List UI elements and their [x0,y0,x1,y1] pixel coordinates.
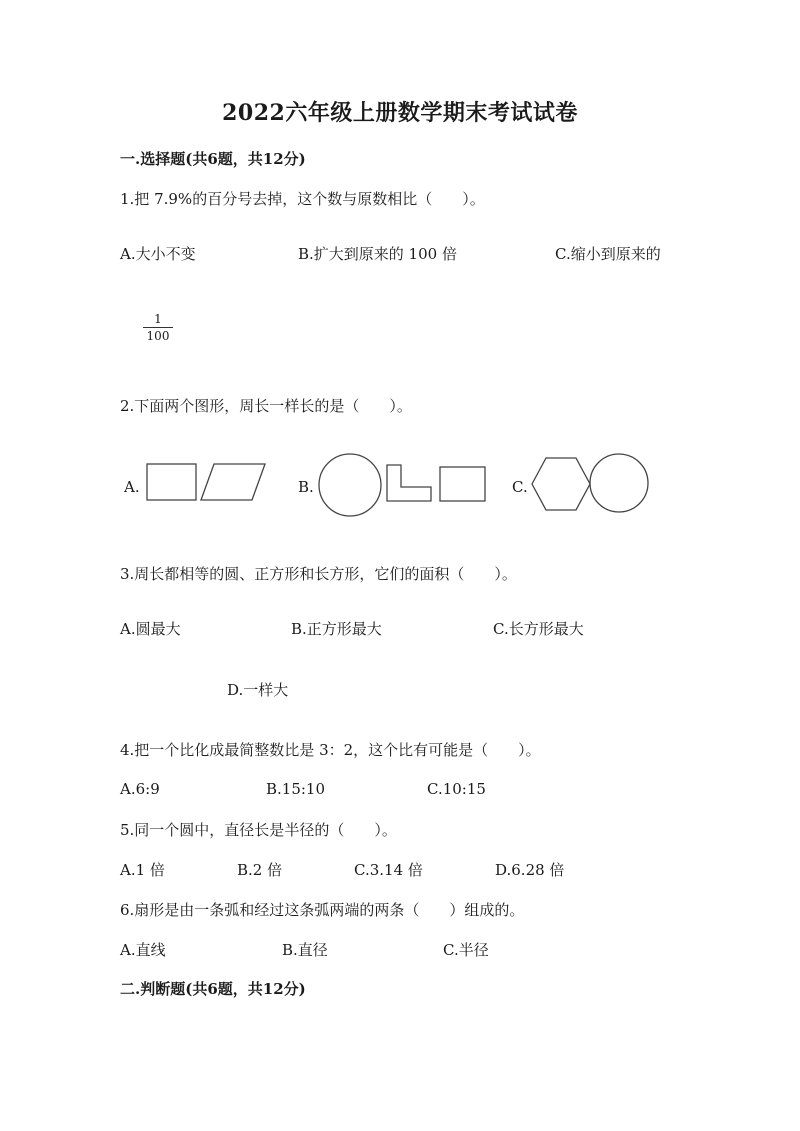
question-2-text: 2.下面两个图形，周长一样长的是（ ）。 [120,397,412,415]
question-2-option-a[interactable]: A. [124,478,140,496]
question-1-option-b[interactable]: B.扩大到原来的 100 倍 [298,245,457,263]
question-5-option-d[interactable]: D.6.28 倍 [495,861,565,879]
question-1-option-a[interactable]: A.大小不变 [120,245,196,263]
question-2-option-b[interactable]: B. [298,478,314,496]
question-3-option-a[interactable]: A.圆最大 [120,620,181,638]
question-1-option-c[interactable]: C.缩小到原来的 [555,245,661,263]
figure-a-square [147,464,196,500]
section-heading-judgement: 二.判断题(共6题，共12分) [120,980,306,998]
fraction-denominator: 100 [146,329,170,343]
question-3-text: 3.周长都相等的圆、正方形和长方形，它们的面积（ ）。 [120,565,517,583]
question-4-text: 4.把一个比化成最简整数比是 3：2，这个比有可能是（ ）。 [120,741,541,759]
fraction-numerator: 1 [154,312,162,326]
question-5-option-b[interactable]: B.2 倍 [237,861,283,879]
question-4-option-b[interactable]: B.15:10 [266,780,326,798]
question-4-option-c[interactable]: C.10:15 [427,780,486,798]
question-6-option-a[interactable]: A.直线 [120,941,166,959]
question-4-option-a[interactable]: A.6:9 [120,780,160,798]
question-1-text: 1.把 7.9%的百分号去掉，这个数与原数相比（ ）。 [120,190,485,208]
figure-a-parallelogram [201,464,265,500]
question-6-text: 6.扇形是由一条弧和经过这条弧两端的两条（ ）组成的。 [120,901,525,919]
question-5-text: 5.同一个圆中，直径长是半径的（ ）。 [120,821,397,839]
question-5-option-a[interactable]: A.1 倍 [120,861,165,879]
figure-b-l-shape [387,465,431,501]
figure-b-rectangle [440,467,485,501]
figure-c-hexagon [532,458,590,510]
question-5-option-c[interactable]: C.3.14 倍 [354,861,423,879]
section-heading-choice: 一.选择题(共6题，共12分) [120,150,306,168]
question-6-option-b[interactable]: B.直径 [282,941,328,959]
question-3-option-d[interactable]: D.一样大 [227,681,289,699]
page-title: 2022六年级上册数学期末考试试卷 [222,100,578,126]
question-1-fraction [143,312,173,343]
fraction-bar [143,327,173,328]
question-3-option-b[interactable]: B.正方形最大 [291,620,382,638]
figure-b-circle [319,454,381,516]
figure-c-circle [590,454,648,512]
question-3-option-c[interactable]: C.长方形最大 [493,620,584,638]
question-2-figures [0,440,800,530]
question-2-option-c[interactable]: C. [512,478,528,496]
question-6-option-c[interactable]: C.半径 [443,941,489,959]
